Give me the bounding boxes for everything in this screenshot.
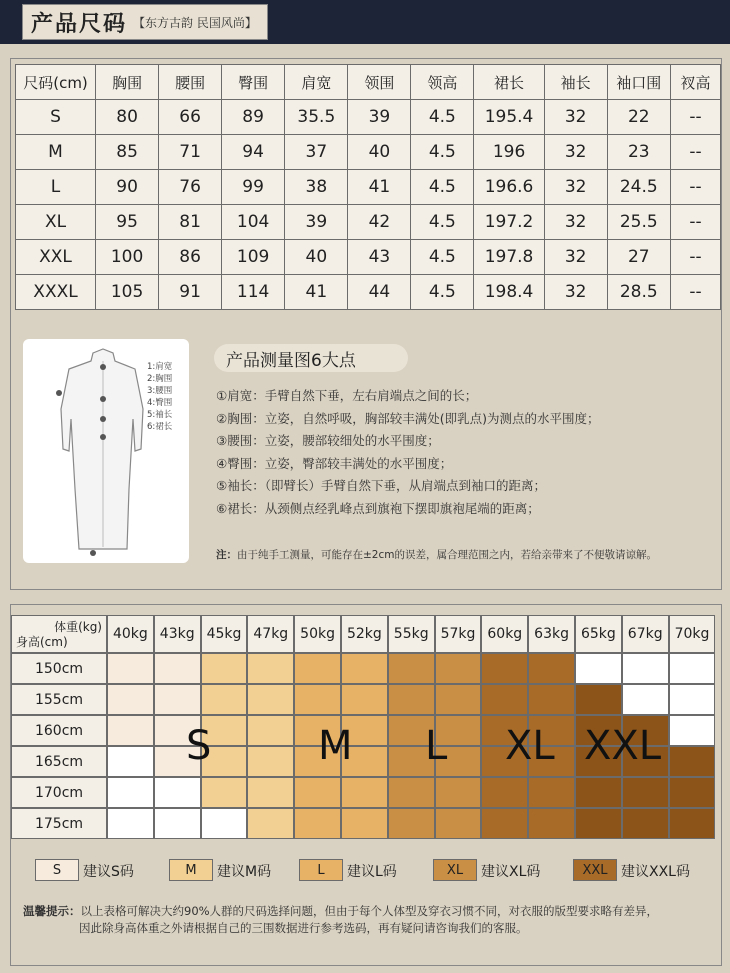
weight-header: 43kg (154, 615, 201, 653)
fit-cell (388, 653, 435, 684)
size-zone-label: XXL (584, 723, 662, 769)
table-cell: 40 (348, 135, 411, 170)
fit-cell (247, 715, 294, 746)
weight-header: 47kg (247, 615, 294, 653)
legend-swatch: XXL (573, 859, 617, 881)
table-header-cell: 袖口围 (607, 65, 670, 100)
fit-cell (247, 746, 294, 777)
fit-cell (107, 684, 154, 715)
table-cell: 95 (96, 205, 159, 240)
measure-points (216, 385, 599, 520)
weight-header: 63kg (528, 615, 575, 653)
size-label-cell: XL (16, 205, 96, 240)
table-header-cell: 臀围 (222, 65, 285, 100)
table-cell: 43 (348, 240, 411, 275)
table-header-cell: 腰围 (159, 65, 222, 100)
fit-cell (154, 808, 201, 839)
corner-weight-label: 体重(kg) (54, 620, 102, 634)
fit-cell (481, 808, 528, 839)
legend-text: 建议XL码 (481, 864, 541, 880)
table-cell: 100 (96, 240, 159, 275)
table-cell: 90 (96, 170, 159, 205)
measure-point: ⑤袖长：（即臂长）手臂自然下垂，从肩端点到袖口的距离； (216, 478, 546, 493)
legend-swatch: XL (433, 859, 477, 881)
table-header-cell: 裙长 (474, 65, 544, 100)
table-row (16, 275, 721, 310)
table-cell: 32 (544, 170, 607, 205)
fit-cell (669, 777, 716, 808)
measure-point: ①肩宽：手臂自然下垂，左右肩端点之间的长； (216, 388, 478, 403)
diagram-label: 4:臀围 (147, 398, 173, 408)
table-cell: 40 (285, 240, 348, 275)
size-panel (10, 58, 722, 590)
legend-swatch: L (299, 859, 343, 881)
table-cell: 196 (474, 135, 544, 170)
table-cell: 27 (607, 240, 670, 275)
table-cell: 24.5 (607, 170, 670, 205)
size-zone-label: L (425, 723, 448, 769)
table-row (16, 100, 721, 135)
fit-cell (294, 653, 341, 684)
size-label-cell: L (16, 170, 96, 205)
table-cell: 80 (96, 100, 159, 135)
table-cell: 22 (607, 100, 670, 135)
table-header-cell: 领围 (348, 65, 411, 100)
table-cell: 198.4 (474, 275, 544, 310)
fit-cell (107, 746, 154, 777)
legend-text: 建议M码 (217, 864, 272, 880)
table-row (16, 170, 721, 205)
table-cell: 85 (96, 135, 159, 170)
fit-cell (481, 653, 528, 684)
fit-cell (435, 653, 482, 684)
table-cell: 32 (544, 205, 607, 240)
measure-point: ⑥裙长：从颈侧点经乳峰点到旗袍下摆即旗袍尾端的距离； (216, 500, 540, 516)
fit-chart-panel (10, 604, 722, 966)
size-label-cell: S (16, 100, 96, 135)
fit-cell (107, 808, 154, 839)
size-label-cell: XXL (16, 240, 96, 275)
table-cell: 32 (544, 100, 607, 135)
note-text: 由于纯手工测量，可能存在±2cm的误差，属合理范围之内，若给亲带来了不便敬请谅解。 (237, 549, 657, 561)
size-zone-label: S (186, 723, 212, 769)
table-cell: 42 (348, 205, 411, 240)
diagram-label: 5:袖长 (147, 410, 173, 420)
table-row (16, 205, 721, 240)
table-cell: 91 (159, 275, 222, 310)
legend-text: 建议S码 (83, 864, 134, 880)
corner-height-label: 身高(cm) (16, 635, 68, 649)
table-cell: 4.5 (411, 135, 474, 170)
table-header-cell: 领高 (411, 65, 474, 100)
table-cell: 195.4 (474, 100, 544, 135)
legend-swatch: S (35, 859, 79, 881)
weight-header: 40kg (107, 615, 154, 653)
table-cell: 109 (222, 240, 285, 275)
size-zone-label: XL (505, 723, 555, 769)
weight-header: 70kg (669, 615, 716, 653)
fit-cell (575, 653, 622, 684)
tips-line1: 以上表格可解决大约90%人群的尺码选择问题，但由于每个人体型及穿衣习惯不同，对衣服的版型要求略有差异， (80, 904, 659, 918)
legend-text: 建议XXL码 (621, 864, 690, 880)
weight-header: 45kg (201, 615, 248, 653)
weight-header: 60kg (481, 615, 528, 653)
tips-line2: 因此除身高体重之外请根据自己的三围数据进行参考选码，再有疑问请咨询我们的客服。 (79, 921, 528, 935)
table-cell: 38 (285, 170, 348, 205)
fit-cell (669, 746, 716, 777)
table-cell: 23 (607, 135, 670, 170)
fit-cell (341, 684, 388, 715)
table-cell: -- (670, 275, 720, 310)
fit-cell (575, 808, 622, 839)
table-cell: 104 (222, 205, 285, 240)
height-header: 170cm (11, 777, 107, 808)
table-cell: 35.5 (285, 100, 348, 135)
top-banner (0, 0, 730, 44)
fit-cell (247, 808, 294, 839)
diagram-label: 3:腰围 (147, 386, 173, 396)
fit-cell (435, 808, 482, 839)
table-cell: 86 (159, 240, 222, 275)
fit-cell (435, 684, 482, 715)
fit-cell (107, 715, 154, 746)
fit-cell (528, 777, 575, 808)
table-cell: 39 (285, 205, 348, 240)
fit-cell (201, 684, 248, 715)
tips-label: 温馨提示： (23, 904, 81, 918)
fit-cell (622, 777, 669, 808)
legend (11, 859, 721, 887)
tips (23, 903, 713, 937)
fit-cell (528, 684, 575, 715)
measure-title: 产品测量图6大点 (214, 344, 408, 372)
table-cell: 4.5 (411, 205, 474, 240)
height-header: 165cm (11, 746, 107, 777)
fit-cell (341, 777, 388, 808)
page-title: 产品尺码 (31, 10, 128, 37)
table-cell: 197.2 (474, 205, 544, 240)
title-box (22, 4, 268, 40)
table-header-cell: 胸围 (96, 65, 159, 100)
fit-cell (154, 684, 201, 715)
table-cell: 99 (222, 170, 285, 205)
table-cell: 197.8 (474, 240, 544, 275)
size-label-cell: XXXL (16, 275, 96, 310)
weight-header: 50kg (294, 615, 341, 653)
fit-cell (388, 808, 435, 839)
weight-header: 57kg (435, 615, 482, 653)
fit-cell (294, 684, 341, 715)
height-header: 175cm (11, 808, 107, 839)
fit-cell (388, 684, 435, 715)
table-cell: 44 (348, 275, 411, 310)
table-cell: -- (670, 170, 720, 205)
size-zone-label: M (318, 723, 353, 769)
fit-cell (669, 808, 716, 839)
table-header-cell: 袖长 (544, 65, 607, 100)
table-cell: 105 (96, 275, 159, 310)
table-header-cell: 肩宽 (285, 65, 348, 100)
table-header-cell: 尺码(cm) (16, 65, 96, 100)
note-label: 注： (216, 549, 237, 561)
fit-cell (247, 777, 294, 808)
legend-swatch: M (169, 859, 213, 881)
diagram-label: 2:胸围 (147, 374, 173, 384)
fit-cell (575, 777, 622, 808)
table-header-cell: 衩高 (670, 65, 720, 100)
weight-header: 52kg (341, 615, 388, 653)
fit-cell (201, 808, 248, 839)
qipao-figure (23, 339, 189, 563)
size-label-cell: M (16, 135, 96, 170)
legend-text: 建议L码 (347, 864, 397, 880)
table-cell: 76 (159, 170, 222, 205)
table-cell: 89 (222, 100, 285, 135)
fit-cell (622, 653, 669, 684)
table-row (16, 135, 721, 170)
fit-cell (154, 777, 201, 808)
table-cell: 41 (348, 170, 411, 205)
fit-cell (294, 777, 341, 808)
table-cell: 66 (159, 100, 222, 135)
table-cell: 32 (544, 275, 607, 310)
table-header-row (16, 65, 721, 100)
height-header: 155cm (11, 684, 107, 715)
table-cell: -- (670, 205, 720, 240)
fit-cell (154, 653, 201, 684)
table-cell: 32 (544, 240, 607, 275)
fit-cell (669, 684, 716, 715)
table-cell: 196.6 (474, 170, 544, 205)
measure-point: ②胸围：立姿，自然呼吸，胸部较丰满处(即乳点)为测点的水平围度； (216, 410, 600, 426)
table-cell: 41 (285, 275, 348, 310)
measure-point: ③腰围：立姿，腰部较细处的水平围度； (216, 433, 440, 448)
fit-cell (669, 715, 716, 746)
table-cell: 4.5 (411, 275, 474, 310)
fit-cell (481, 777, 528, 808)
size-table (15, 64, 721, 310)
corner-cell (11, 615, 107, 653)
fit-cell (341, 808, 388, 839)
table-cell: 71 (159, 135, 222, 170)
table-cell: 81 (159, 205, 222, 240)
table-cell: -- (670, 100, 720, 135)
table-cell: 37 (285, 135, 348, 170)
table-cell: 114 (222, 275, 285, 310)
fit-cell (622, 684, 669, 715)
measure-point: ④臀围：立姿，臀部较丰满处的水平围度； (216, 455, 453, 471)
height-header: 160cm (11, 715, 107, 746)
page-subtitle: 【东方古韵 民国风尚】 (133, 15, 257, 30)
fit-cell (201, 653, 248, 684)
weight-header: 67kg (622, 615, 669, 653)
table-cell: 94 (222, 135, 285, 170)
fit-cell (388, 777, 435, 808)
fit-cell (341, 653, 388, 684)
fit-cell (575, 684, 622, 715)
table-row (16, 240, 721, 275)
table-cell: -- (670, 135, 720, 170)
fit-cell (481, 684, 528, 715)
diagram-label: 6:裙长 (147, 422, 173, 432)
fit-cell (107, 777, 154, 808)
fit-cell (622, 808, 669, 839)
fit-cell (107, 653, 154, 684)
fit-cell (201, 777, 248, 808)
weight-header: 55kg (388, 615, 435, 653)
fit-cell (247, 653, 294, 684)
fit-cell (528, 653, 575, 684)
diagram-label: 1:肩宽 (147, 362, 173, 372)
fit-cell (528, 808, 575, 839)
table-cell: 25.5 (607, 205, 670, 240)
height-header: 150cm (11, 653, 107, 684)
fit-cell (294, 808, 341, 839)
table-cell: 4.5 (411, 100, 474, 135)
weight-header: 65kg (575, 615, 622, 653)
table-cell: 4.5 (411, 240, 474, 275)
table-cell: 28.5 (607, 275, 670, 310)
table-cell: 32 (544, 135, 607, 170)
fit-cell (247, 684, 294, 715)
measurement-diagram (23, 339, 189, 563)
measure-note (216, 547, 657, 562)
fit-cell (435, 777, 482, 808)
table-cell: 4.5 (411, 170, 474, 205)
table-cell: -- (670, 240, 720, 275)
table-cell: 39 (348, 100, 411, 135)
fit-cell (669, 653, 716, 684)
